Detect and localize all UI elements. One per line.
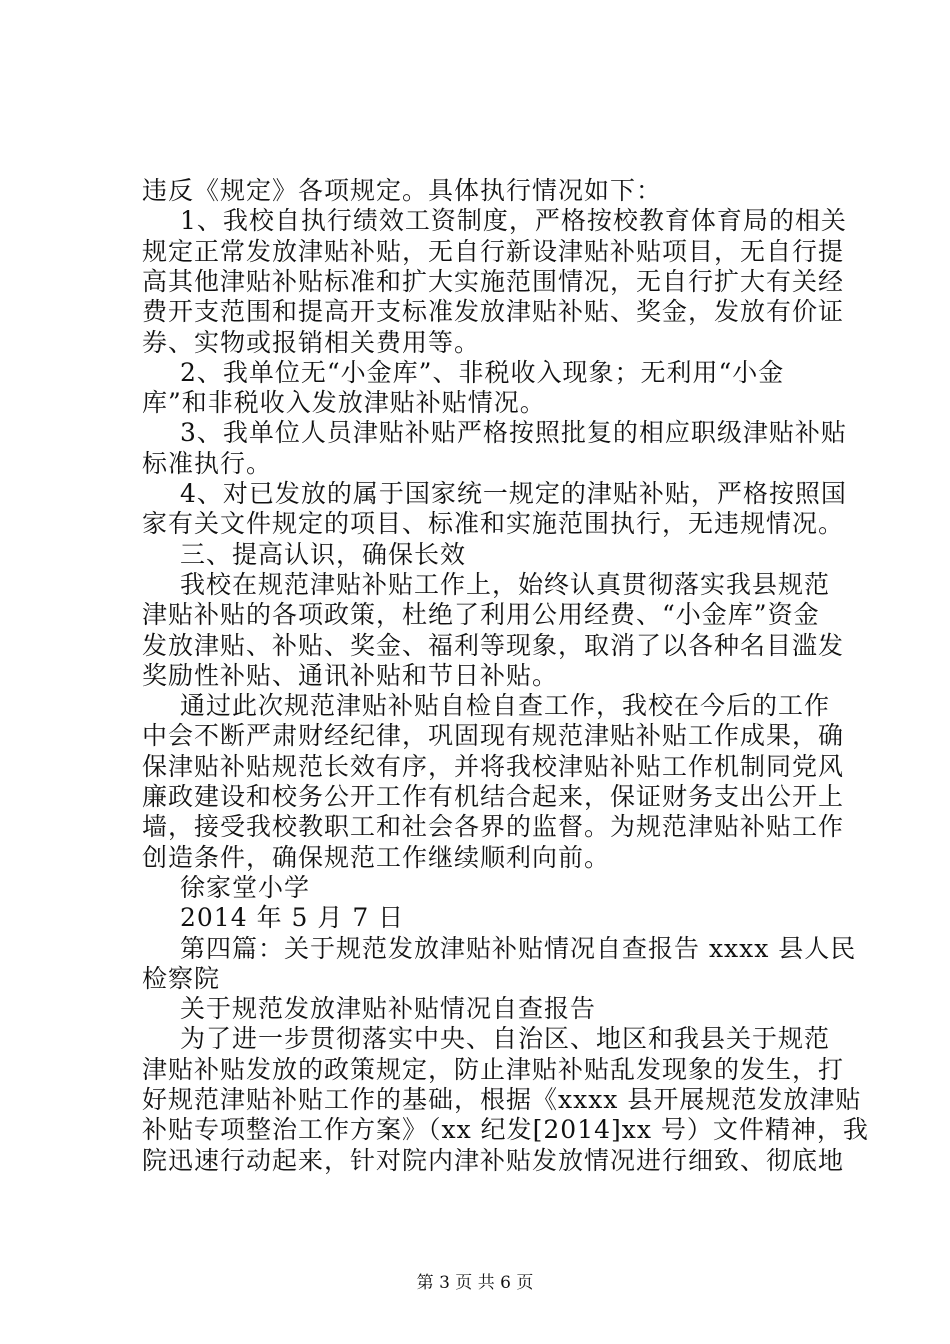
page-footer: 第 3 页 共 6 页 xyxy=(416,1273,534,1293)
text-line: 我校在规范津贴补贴工作上，始终认真贯彻落实我县规范 xyxy=(180,569,831,599)
text-line: 保津贴补贴规范长效有序，并将我校津贴补贴工作机制同党风 xyxy=(142,751,845,781)
text-line: 规定正常发放津贴补贴，无自行新设津贴补贴项目，无自行提 xyxy=(142,236,845,266)
signature-date: 2014 年 5 月 7 日 xyxy=(180,903,405,933)
text-line: 墙，接受我校教职工和社会各界的监督。为规范津贴补贴工作 xyxy=(142,812,845,842)
section-heading: 三、提高认识，确保长效 xyxy=(180,539,467,569)
text-line: 券、实物或报销相关费用等。 xyxy=(142,327,481,357)
text-line: 发放津贴、补贴、奖金、福利等现象，取消了以各种名目滥发 xyxy=(142,630,845,660)
text-line: 高其他津贴补贴标准和扩大实施范围情况，无自行扩大有关经 xyxy=(142,266,845,296)
text-line: 中会不断严肃财经纪律，巩固现有规范津贴补贴工作成果，确 xyxy=(142,721,845,751)
text-line: 4、对已发放的属于国家统一规定的津贴补贴，严格按照国 xyxy=(180,479,847,508)
text-line: 为了进一步贯彻落实中央、自治区、地区和我县关于规范 xyxy=(180,1024,831,1054)
report-title: 关于规范发放津贴补贴情况自查报告 xyxy=(180,994,597,1024)
text-line: 家有关文件规定的项目、标准和实施范围执行，无违规情况。 xyxy=(142,509,845,539)
text-line: 奖励性补贴、通讯补贴和节日补贴。 xyxy=(142,660,559,690)
signature-org: 徐家堂小学 xyxy=(180,872,311,902)
text-line: 创造条件，确保规范工作继续顺利向前。 xyxy=(142,842,611,872)
text-line: 违反《规定》各项规定。具体执行情况如下： xyxy=(142,176,663,205)
text-line: 院迅速行动起来，针对院内津补贴发放情况进行细致、彻底地 xyxy=(142,1145,845,1175)
text-line: 补贴专项整治工作方案》（xx 纪发[2014]xx 号）文件精神，我 xyxy=(142,1115,869,1145)
chapter-title-continued: 检察院 xyxy=(142,963,221,993)
text-line: 1、我校自执行绩效工资制度，严格按校教育体育局的相关 xyxy=(180,206,847,236)
text-line: 通过此次规范津贴补贴自检自查工作，我校在今后的工作 xyxy=(180,691,831,721)
text-line: 3、我单位人员津贴补贴严格按照批复的相应职级津贴补贴 xyxy=(180,418,847,448)
chapter-title: 第四篇：关于规范发放津贴补贴情况自查报告 xxxx 县人民 xyxy=(180,933,857,963)
text-line: 2、我单位无“小金库”、非税收入现象；无利用“小金 xyxy=(180,357,785,387)
text-line: 津贴补贴的各项政策，杜绝了利用公用经费、“小金库”资金 xyxy=(142,600,820,630)
text-line: 费开支范围和提高开支标准发放津贴补贴、奖金，发放有价证 xyxy=(142,297,845,327)
text-line: 标准执行。 xyxy=(142,448,273,478)
text-line: 库”和非税收入发放津贴补贴情况。 xyxy=(142,388,546,418)
text-line: 廉政建设和校务公开工作有机结合起来，保证财务支出公开上 xyxy=(142,782,845,811)
text-line: 好规范津贴补贴工作的基础，根据《xxxx 县开展规范发放津贴 xyxy=(142,1085,862,1114)
text-line: 津贴补贴发放的政策规定，防止津贴补贴乱发现象的发生，打 xyxy=(142,1054,845,1084)
